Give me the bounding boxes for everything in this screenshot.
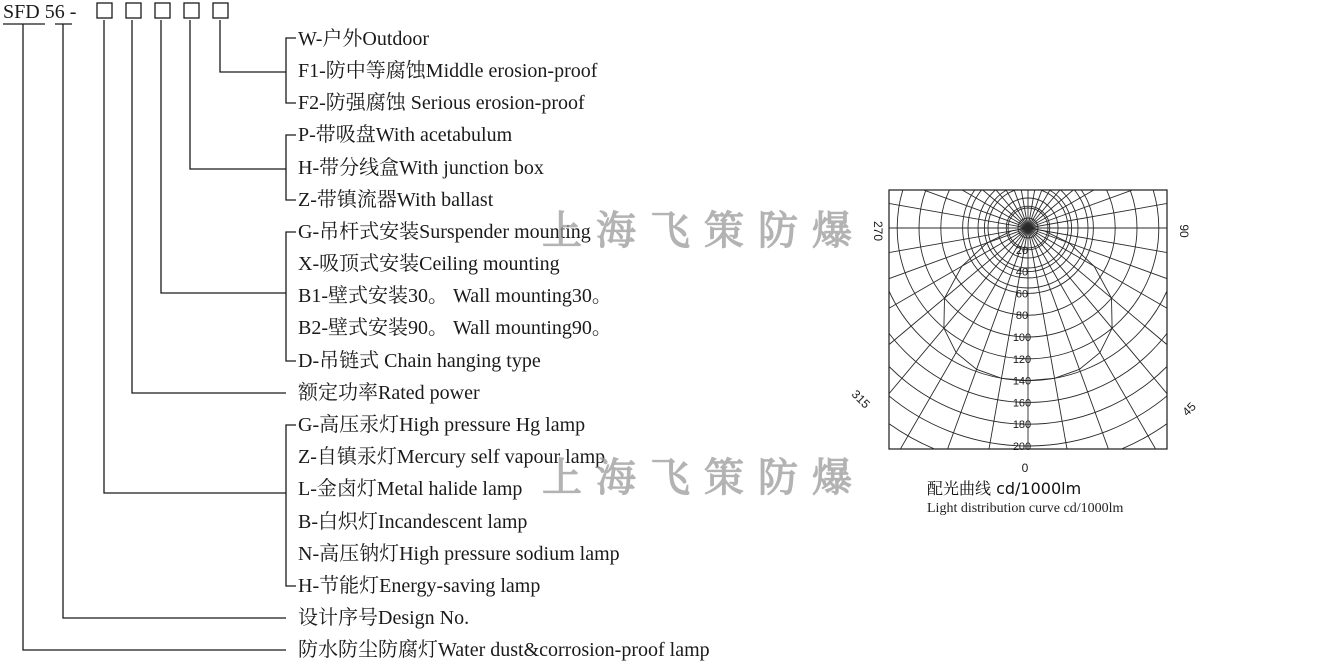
- connector-group-6: [63, 24, 286, 618]
- code-box-1: [97, 3, 112, 18]
- bracket-group-1: [286, 38, 296, 103]
- grid-spoke: [1028, 228, 1336, 365]
- chart-title: 配光曲线 cd/1000lm: [927, 479, 1082, 498]
- option-middle-erosion-proof: F1-防中等腐蚀Middle erosion-proof: [298, 60, 598, 82]
- radial-tick-label: 180: [1012, 419, 1032, 432]
- grid-spoke: [771, 0, 1028, 228]
- grid-spoke: [1028, 0, 1334, 228]
- grid-spoke: [1028, 0, 1228, 228]
- radial-tick-label: 200: [1012, 441, 1032, 453]
- option-chain-hanging: D-吊链式 Chain hanging type: [298, 350, 541, 372]
- model-prefix: SFD 56 -: [3, 1, 77, 23]
- connector-group-4: [132, 20, 286, 393]
- grid-spoke: [1028, 228, 1336, 428]
- group-brackets: [286, 38, 296, 586]
- option-mercury-lamp: Z-自镇汞灯Mercury self vapour lamp: [298, 446, 606, 468]
- connector-group-1: [220, 20, 286, 72]
- grid-spoke: [891, 228, 1028, 604]
- grid-spoke: [1028, 28, 1336, 228]
- grid-spoke: [1028, 228, 1165, 604]
- rated-power-label: 额定功率Rated power: [298, 382, 480, 404]
- product-name-label: 防水防尘防腐灯Water dust&corrosion-proof lamp: [298, 639, 710, 661]
- option-suspender-mounting: G-吊杆式安装Surspender mounting: [298, 221, 591, 243]
- angle-label-0: 0: [1021, 461, 1029, 475]
- angle-label-90: 90: [1177, 224, 1191, 238]
- option-incandescent-lamp: B-白炽灯Incandescent lamp: [298, 511, 528, 533]
- code-box-2: [126, 3, 141, 18]
- grid-spoke: [1028, 228, 1334, 485]
- grid-spoke: [828, 0, 1028, 228]
- option-ballast: Z-带镇流器With ballast: [298, 189, 494, 211]
- angle-label-315: 315: [848, 387, 873, 412]
- grid-spoke: [1028, 228, 1228, 574]
- grid-spoke: [1028, 159, 1336, 229]
- radial-tick-label: 40: [1015, 266, 1029, 279]
- connector-group-3: [161, 20, 286, 293]
- chart-subtitle: Light distribution curve cd/1000lm: [927, 501, 1124, 516]
- bracket-group-5: [286, 425, 296, 586]
- group-lamp-type: [298, 413, 620, 597]
- option-energy-saving-lamp: H-节能灯Energy-saving lamp: [298, 575, 541, 597]
- grid-spoke: [722, 228, 1028, 485]
- option-sodium-lamp: N-高压钠灯High pressure sodium lamp: [298, 543, 620, 565]
- option-hg-lamp: G-高压汞灯High pressure Hg lamp: [298, 414, 586, 436]
- option-acetabulum: P-带吸盘With acetabulum: [298, 124, 513, 146]
- radial-tick-label: 140: [1012, 375, 1032, 388]
- radial-tick-label: 20: [1015, 244, 1029, 257]
- radial-tick-label: 100: [1012, 332, 1032, 344]
- code-boxes: [97, 3, 228, 18]
- grid-spoke: [1028, 91, 1336, 228]
- code-box-3: [155, 3, 170, 18]
- watermark-top: 上海飞策防爆: [542, 208, 866, 254]
- radial-tick-label: 80: [1015, 310, 1029, 323]
- angle-label-45: 45: [1179, 399, 1199, 419]
- option-outdoor: W-户外Outdoor: [298, 28, 430, 50]
- option-serious-erosion-proof: F2-防强腐蚀 Serious erosion-proof: [298, 92, 585, 114]
- grid-spoke: [1028, 228, 1098, 622]
- grid-spoke: [682, 28, 1028, 228]
- grid-spoke: [722, 0, 1028, 228]
- watermark-bottom: 上海飞策防爆: [542, 455, 866, 501]
- group-mounting-environment: [298, 27, 598, 114]
- bracket-group-2: [286, 135, 296, 200]
- grid-spoke: [1028, 0, 1285, 228]
- radial-tick-label: 60: [1015, 288, 1029, 301]
- connectors: [23, 20, 286, 650]
- connector-group-2: [190, 20, 286, 169]
- connector-group-5: [104, 20, 286, 493]
- grid-spoke: [1028, 228, 1336, 298]
- option-junction-box: H-带分线盒With junction box: [298, 157, 544, 179]
- option-wall-mounting-30: B1-壁式安装30。 Wall mounting30。: [298, 285, 612, 307]
- polar-grid: [628, 0, 1336, 628]
- code-box-4: [184, 3, 199, 18]
- option-wall-mounting-90: B2-壁式安装90。 Wall mounting90。: [298, 317, 612, 339]
- code-box-5: [213, 3, 228, 18]
- option-metal-halide-lamp: L-金卤灯Metal halide lamp: [298, 478, 523, 500]
- angle-label-270: 270: [871, 220, 885, 242]
- group-accessories: [298, 123, 544, 211]
- light-distribution-chart: [628, 0, 1336, 628]
- design-number-label: 设计序号Design No.: [298, 607, 470, 629]
- radial-tick-label: 160: [1012, 397, 1032, 410]
- radial-tick-label: 120: [1012, 353, 1032, 366]
- bracket-group-3: [286, 232, 296, 361]
- option-ceiling-mounting: X-吸顶式安装Ceiling mounting: [298, 253, 560, 275]
